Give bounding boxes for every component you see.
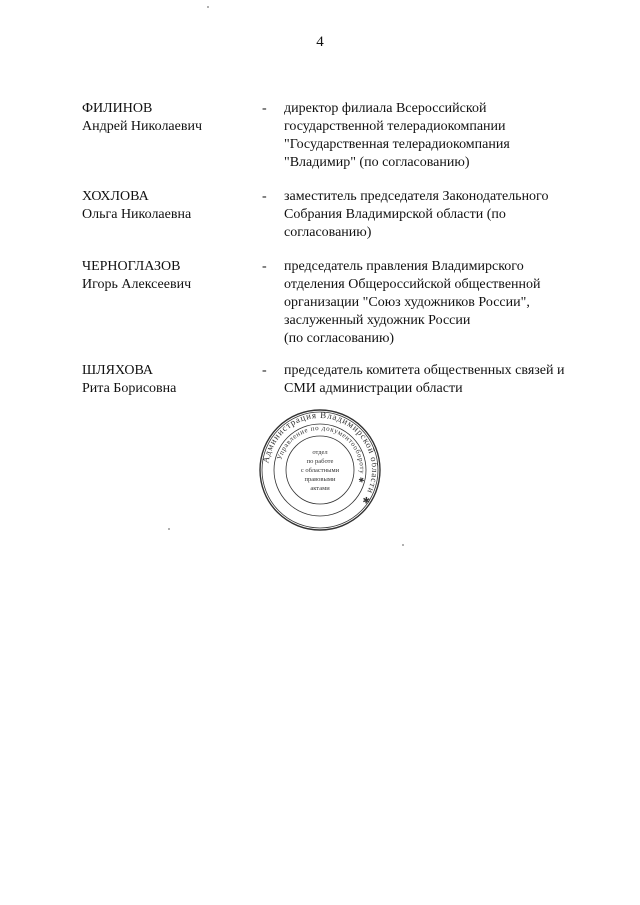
svg-text:с областными: с областными [300,467,340,474]
member-given-names: Рита Борисовна [82,381,177,396]
official-stamp [258,408,382,532]
svg-text:актами: актами [310,485,330,492]
role-line: СМИ администрации области [284,381,463,396]
member-role [284,258,602,348]
svg-text:правовыми: правовыми [304,476,336,483]
role-line: Собрания Владимирской области (по [284,207,506,222]
member-surname: ХОХЛОВА [82,189,149,204]
role-line: председатель комитета общественных связей и [284,363,565,378]
member-role [284,362,602,398]
role-line: заслуженный художник России [284,313,471,328]
role-line: (по согласованию) [284,331,395,346]
member-name [82,188,262,224]
role-line: директор филиала Всероссийской [284,101,487,116]
role-line: председатель правления Владимирского [284,259,524,274]
separator-dash: - [262,189,267,204]
member-name [82,258,262,294]
role-line: согласованию) [284,225,372,240]
scan-speck [168,528,170,530]
role-line: "Государственная телерадиокомпания [284,137,510,152]
member-surname: ЧЕРНОГЛАЗОВ [82,259,181,274]
svg-text:отдел: отдел [312,449,328,456]
separator-dash: - [262,363,267,378]
member-role [284,100,602,172]
separator-dash: - [262,101,267,116]
role-line: "Владимир" (по согласованию) [284,155,470,170]
member-given-names: Игорь Алексеевич [82,277,192,292]
page-number: 4 [316,34,324,50]
member-name [82,100,262,136]
role-line: заместитель председателя Законодательного [284,189,549,204]
svg-text:по работе: по работе [306,458,334,465]
member-surname: ШЛЯХОВА [82,363,154,378]
scan-speck [402,544,404,546]
svg-text:Администрация Владимирской обл: Администрация Владимирской области ✱ [260,409,381,507]
member-surname: ФИЛИНОВ [82,101,153,116]
separator-dash: - [262,259,267,274]
member-role [284,188,602,242]
role-line: отделения Общероссийской общественной [284,277,541,292]
scan-speck [207,6,209,8]
role-line: организации "Союз художников России", [284,295,530,310]
role-line: государственной телерадиокомпании [284,119,506,134]
member-given-names: Ольга Николаевна [82,207,192,222]
member-name [82,362,262,398]
svg-text:Управление по документообороту: Управление по документообороту ✱ [275,423,367,485]
member-given-names: Андрей Николаевич [82,119,202,134]
